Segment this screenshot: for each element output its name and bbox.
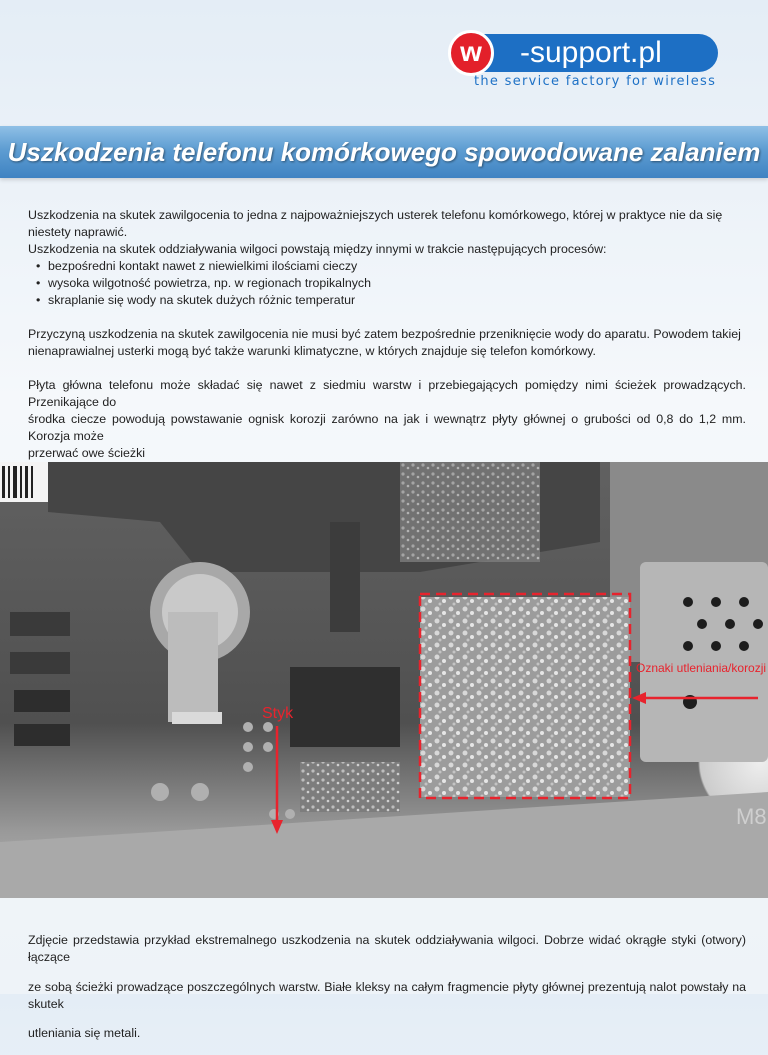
component <box>10 612 70 636</box>
contact-label: Styk <box>262 705 294 722</box>
barcode-sticker <box>0 462 48 502</box>
caption-line-2: ze sobą ścieżki prowadzące poszczególnych warstw. Białe kleksy na całym fragmencie płyty głównej prezentują nalot powstały na skutek <box>28 979 746 1011</box>
logo-pill <box>462 34 718 72</box>
company-logo <box>448 30 718 96</box>
board-marking: M8 <box>736 804 767 829</box>
paragraph-2-line-2: nienaprawialnej usterki mogą być także warunki klimatyczne, w których znajduje się telefon komórkowy. <box>28 344 596 358</box>
intro-line-3: Uszkodzenia na skutek oddziaływania wilgoci powstają między innymi w trakcie następujących procesów: <box>28 242 607 256</box>
intro-line-1: Uszkodzenia na skutek zawilgocenia to jedna z najpoważniejszych usterek telefonu komórkowego, której w praktyce nie da się <box>28 208 723 222</box>
component <box>14 690 70 712</box>
caption-line-3: utleniania się metali. <box>28 1026 141 1041</box>
title-banner <box>0 126 768 178</box>
list-item: • skraplanie się wody na skutek dużych różnic temperatur <box>48 292 746 309</box>
chip <box>290 667 400 747</box>
corrosion-zone <box>420 597 630 797</box>
component <box>10 652 70 674</box>
logo-tagline: the service factory for wireless <box>474 74 717 89</box>
motherboard-photo <box>0 462 768 898</box>
caption-line-1: Zdjęcie przedstawia przykład ekstremalnego uszkodzenia na skutek oddziaływania wilgoci. Dobrze widać okrągłe styki (otwory) łączące <box>28 933 746 965</box>
connector-strip <box>330 522 360 632</box>
paragraph-2-line-1: Przyczyną uszkodzenia na skutek zawilgocenia nie musi być zatem bezpośrednie przeniknięcie wody do aparatu. Powodem takiej <box>28 327 741 341</box>
via-column <box>151 722 295 819</box>
metal-tab <box>168 612 218 722</box>
intro-line-2: niestety naprawić. <box>28 225 128 239</box>
corrosion-arrow-head <box>632 692 646 704</box>
article-body <box>28 207 746 496</box>
page-title: Uszkodzenia telefonu komórkowego spowodowane zalaniem <box>7 137 761 167</box>
paragraph-3-line-1: Płyta główna telefonu może składać się nawet z siedmiu warstw i przebiegających pomiędzy nimi ścieżek prowadzących. Przenikające do <box>28 378 746 409</box>
paragraph-3-line-3: przerwać owe ścieżki <box>28 446 146 460</box>
photo-caption <box>28 920 746 1055</box>
component <box>14 724 70 746</box>
list-item: • bezpośredni kontakt nawet z niewielkimi ilościami cieczy <box>48 258 746 275</box>
logo-w-mark: w <box>448 30 494 76</box>
corrosion-label: Oznaki utleniania/korozji <box>636 661 767 675</box>
logo-name: -support.pl <box>520 36 662 69</box>
process-list <box>28 258 746 309</box>
motherboard-illustration <box>0 462 768 898</box>
list-item: • wysoka wilgotność powietrza, np. w regionach tropikalnych <box>48 275 746 292</box>
paragraph-3-line-2: środka ciecze powodują powstawanie ognisk korozji zarówno na jak i wewnątrz płyty głównej o grubości od 0,8 do 1,2 mm. Korozja może <box>28 412 746 443</box>
corrosion-patch <box>300 762 400 812</box>
corrosion-patch-top <box>400 462 540 562</box>
